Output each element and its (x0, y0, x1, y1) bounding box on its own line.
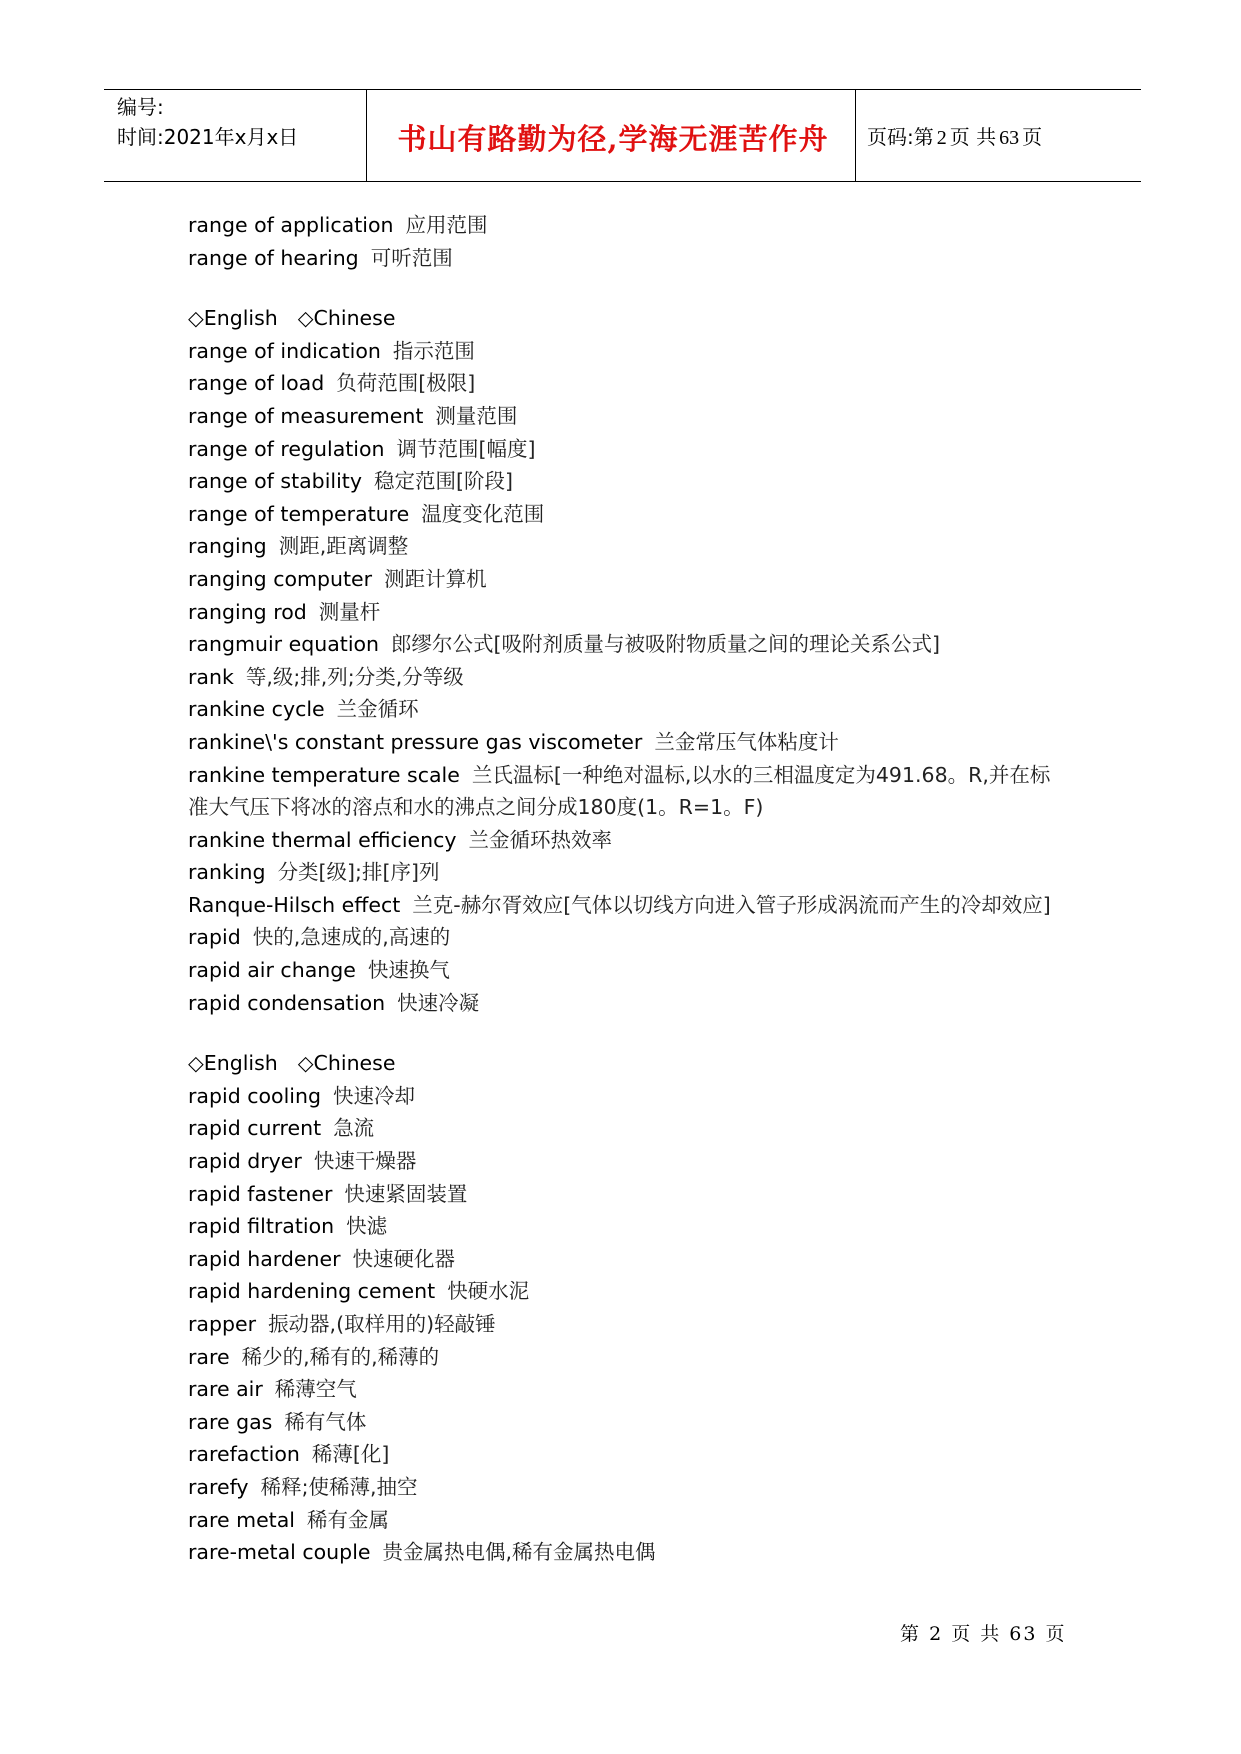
entry-english: rare-metal couple (188, 1540, 371, 1565)
section-marker (188, 1047, 1058, 1080)
entry-chinese: 负荷范围[极限] (336, 371, 476, 396)
header-bottom-rule (104, 181, 1141, 182)
glossary-entry (188, 465, 1058, 498)
entry-chinese: 振动器,(取样用的)轻敲锤 (268, 1312, 496, 1336)
entry-chinese: 调节范围[幅度] (396, 436, 536, 461)
entry-chinese: 稀释;使稀薄,抽空 (260, 1474, 418, 1499)
glossary-entry (188, 1341, 1058, 1374)
entry-english: rapid hardener (188, 1246, 341, 1271)
glossary-entry (188, 1145, 1058, 1178)
glossary-entry (188, 987, 1058, 1020)
entry-english: ranking (188, 860, 266, 885)
entry-chinese: 郎缪尔公式[吸附剂质量与被吸附物质量之间的理论关系公式] (391, 632, 941, 657)
glossary-entry (188, 759, 1058, 824)
entry-chinese: 兰克-赫尔胥效应[气体以切线方向进入管子形成涡流而产生的冷却效应] (412, 892, 1051, 917)
entry-english: range of measurement (188, 403, 424, 428)
entry-english: rapid (188, 925, 241, 950)
number-label: 编号: (117, 95, 164, 119)
entry-english: rankine cycle (188, 697, 325, 722)
entry-english: rarefaction (188, 1442, 300, 1467)
entry-english: rapid hardening cement (188, 1279, 436, 1304)
entry-chinese: 快速干燥器 (313, 1149, 417, 1174)
page-footer (900, 1619, 1067, 1646)
header-page-info (867, 122, 1042, 153)
glossary-entry (188, 1504, 1058, 1537)
header-motto: 书山有路勤为径,学海无涯苦作舟 (397, 122, 829, 156)
entry-chinese: 可听范围 (370, 245, 453, 270)
entry-english: rankine temperature scale (188, 762, 460, 787)
entry-chinese: 快硬水泥 (447, 1279, 530, 1304)
entry-chinese: 应用范围 (405, 213, 488, 237)
footer-suffix: 页 (1045, 1623, 1067, 1645)
glossary-entry (188, 1406, 1058, 1439)
entry-chinese: 测量杆 (318, 599, 381, 624)
section-gap (188, 1019, 1058, 1047)
section-gap (188, 274, 1058, 302)
entry-english: rarefy (188, 1474, 249, 1499)
entry-english: rapid current (188, 1116, 322, 1141)
entry-english: range of indication (188, 338, 381, 363)
entry-english: ranging (188, 534, 267, 559)
glossary-entry (188, 954, 1058, 987)
glossary-entry (188, 367, 1058, 400)
entry-english: rapid condensation (188, 990, 386, 1015)
footer-current: 2 (929, 1623, 944, 1645)
marker-chinese: ◇Chinese (297, 306, 396, 331)
entry-chinese: 急流 (333, 1116, 375, 1141)
entry-chinese: 稀少的,稀有的,稀薄的 (241, 1344, 440, 1369)
entry-chinese: 温度变化范围 (421, 501, 545, 526)
entry-english: Ranque-Hilsch effect (188, 892, 401, 917)
entry-english: rapid cooling (188, 1083, 321, 1108)
glossary-entry (188, 1080, 1058, 1113)
entry-english: rankine thermal efficiency (188, 827, 457, 852)
glossary-entry (188, 335, 1058, 368)
footer-total: 63 (1009, 1623, 1038, 1645)
entry-chinese: 分类[级];排[序]列 (277, 860, 440, 885)
glossary-entry (188, 921, 1058, 954)
entry-english: ranging computer (188, 566, 373, 591)
glossary-entry (188, 596, 1058, 629)
entry-chinese: 兰金循环热效率 (468, 827, 613, 852)
page-total: 63 (999, 127, 1020, 149)
entry-chinese: 稀有金属 (306, 1507, 389, 1532)
entry-chinese: 稀薄[化] (311, 1442, 390, 1467)
entry-chinese: 测距,距离调整 (278, 534, 409, 559)
glossary-entry (188, 856, 1058, 889)
entry-english: rapid dryer (188, 1149, 302, 1174)
entry-english: rapid fastener (188, 1181, 333, 1206)
glossary-entry (188, 1471, 1058, 1504)
entry-english: rare metal (188, 1507, 295, 1532)
glossary-entry (188, 1308, 1058, 1341)
entry-english: ranging rod (188, 599, 307, 624)
page-suffix: 页 (1022, 125, 1043, 149)
entry-english: rapid air change (188, 958, 356, 983)
footer-prefix: 第 (900, 1623, 922, 1645)
glossary-entry (188, 498, 1058, 531)
entry-chinese: 指示范围 (392, 338, 475, 363)
glossary-entry (188, 1536, 1058, 1569)
entry-chinese: 兰金循环 (336, 697, 419, 722)
glossary-entry (188, 693, 1058, 726)
entry-english: rare (188, 1344, 230, 1369)
header-top-rule (104, 89, 1141, 90)
footer-mid: 页 共 (951, 1623, 1002, 1645)
entry-chinese: 稀有气体 (284, 1409, 367, 1434)
entry-english: rankine\'s constant pressure gas viscometer (188, 729, 643, 754)
entry-chinese: 快速硬化器 (352, 1246, 456, 1271)
entry-english: rangmuir equation (188, 632, 380, 657)
entry-english: rapper (188, 1312, 257, 1336)
glossary-entry (188, 1243, 1058, 1276)
glossary-entry (188, 242, 1058, 275)
glossary-entry (188, 1210, 1058, 1243)
entry-english: range of temperature (188, 501, 410, 526)
header-divider-left (366, 90, 367, 182)
entry-chinese: 稳定范围[阶段] (373, 469, 513, 494)
glossary-entry (188, 1112, 1058, 1145)
entry-chinese: 快速冷凝 (397, 990, 480, 1015)
glossary-entry (188, 661, 1058, 694)
marker-english: ◇English (188, 306, 278, 331)
entry-chinese: 兰氏温标[一种绝对温标,以水的三相温度定为491.68。R,并在标准大气压下将冰的溶点和水的沸点之间分成180度(1。R=1。F) (188, 762, 1051, 820)
glossary-entry (188, 889, 1058, 922)
entry-chinese: 快滤 (346, 1214, 388, 1239)
entry-english: rapid filtration (188, 1214, 335, 1239)
glossary-entry (188, 563, 1058, 596)
glossary-entry (188, 1275, 1058, 1308)
glossary-entry (188, 1373, 1058, 1406)
glossary-entry (188, 433, 1058, 466)
entry-chinese: 快速换气 (367, 958, 450, 983)
entry-chinese: 快的,急速成的,高速的 (252, 925, 451, 950)
entry-chinese: 快速冷却 (332, 1083, 415, 1108)
marker-english: ◇English (188, 1051, 278, 1076)
entry-english: rank (188, 664, 234, 689)
entry-chinese: 测量范围 (435, 403, 518, 428)
glossary-entry (188, 1438, 1058, 1471)
entry-english: range of hearing (188, 245, 359, 270)
entry-english: rare air (188, 1377, 263, 1402)
entry-chinese: 等,级;排,列;分类,分等级 (245, 664, 464, 689)
page-prefix: 页码:第 (867, 125, 934, 149)
entry-english: range of application (188, 213, 394, 237)
entry-english: range of stability (188, 469, 362, 494)
glossary-entry (188, 628, 1058, 661)
glossary-entry (188, 824, 1058, 857)
glossary-list (188, 209, 1058, 1569)
page-current: 2 (936, 127, 947, 149)
entry-chinese: 贵金属热电偶,稀有金属热电偶 (382, 1540, 656, 1565)
header-left (117, 92, 298, 152)
entry-english: range of regulation (188, 436, 385, 461)
marker-chinese: ◇Chinese (297, 1051, 396, 1076)
entry-english: range of load (188, 371, 325, 396)
entry-chinese: 稀薄空气 (274, 1377, 357, 1402)
glossary-entry (188, 1178, 1058, 1211)
entry-chinese: 测距计算机 (384, 566, 487, 591)
glossary-entry (188, 400, 1058, 433)
entry-chinese: 快速紧固装置 (344, 1181, 468, 1206)
page-mid: 页 共 (949, 125, 997, 149)
entry-english: rare gas (188, 1409, 273, 1434)
glossary-entry (188, 209, 1058, 242)
entry-chinese: 兰金常压气体粘度计 (654, 729, 839, 754)
section-marker (188, 302, 1058, 335)
time-label: 时间:2021年x月x日 (117, 125, 299, 149)
glossary-entry (188, 530, 1058, 563)
glossary-entry (188, 726, 1058, 759)
